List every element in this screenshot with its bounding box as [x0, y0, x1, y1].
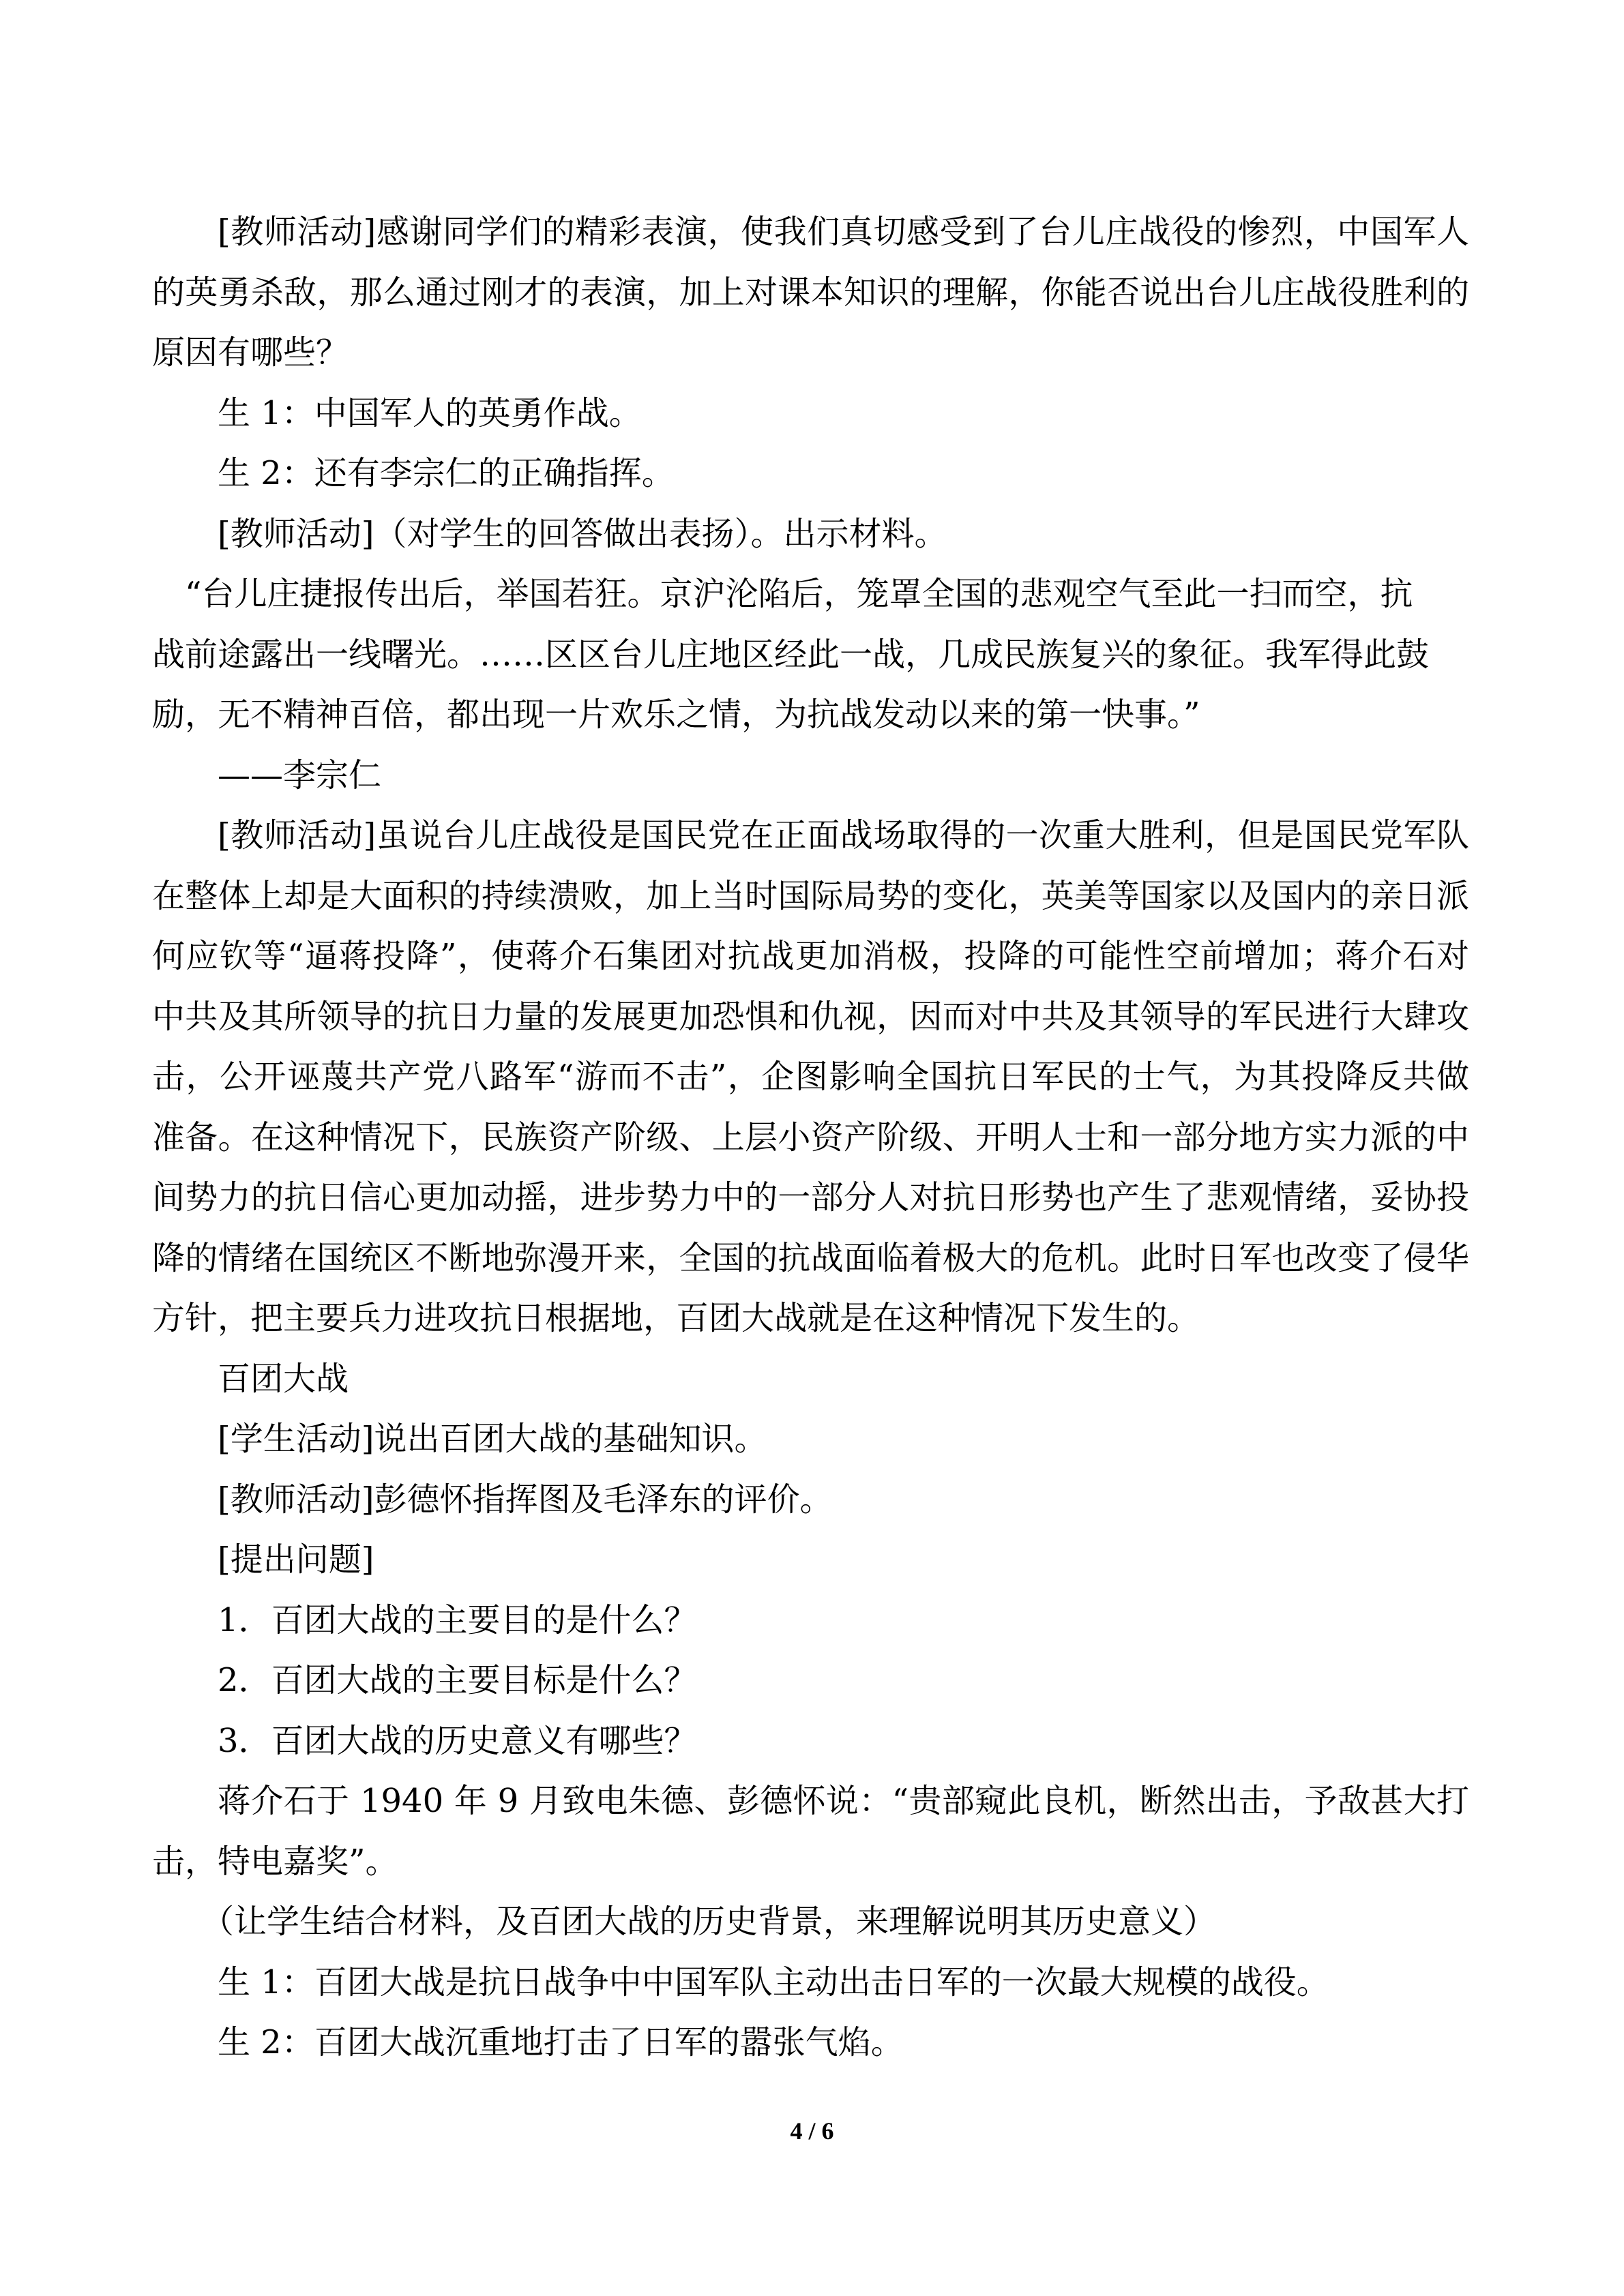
- instruction-note: [152, 1892, 1469, 1952]
- text-line: 原因有哪些？: [152, 333, 349, 372]
- text-line: 降的情绪在国统区不断地弥漫开来，全国的抗战面临着极大的危机。此时日军也改变了侵华: [152, 1238, 1469, 1277]
- text-line: 击，特电嘉奖”。: [152, 1842, 398, 1881]
- text-line: [教师活动]虽说台儿庄战役是国民党在正面战场取得的一次重大胜利，但是国民党军队: [218, 816, 1469, 854]
- teacher-activity-paragraph: [152, 805, 1469, 1349]
- document-body: [152, 202, 1469, 2073]
- text-line: 1．百团大战的主要目的是什么？: [218, 1600, 697, 1639]
- text-line: （让学生结合材料，及百团大战的历史背景，来理解说明其历史意义）: [201, 1903, 1217, 1941]
- text-line: 2．百团大战的主要目标是什么？: [218, 1661, 697, 1699]
- text-line: 生 2：还有李宗仁的正确指挥。: [218, 454, 675, 492]
- text-line: 方针，把主要兵力进攻抗日根据地，百团大战就是在这种情况下发生的。: [152, 1299, 1200, 1337]
- text-line: 战前途露出一线曙光。……区区台儿庄地区经此一战，几成民族复兴的象征。我军得此鼓: [152, 635, 1430, 674]
- text-line: [教师活动]（对学生的回答做出表扬）。出示材料。: [218, 514, 947, 553]
- teacher-activity-paragraph: [152, 1470, 1469, 1530]
- student-answer: [152, 443, 1469, 504]
- text-line: 间势力的抗日信心更加动摇，进步势力中的一部分人对抗日形势也产生了悲观情绪，妥协投: [152, 1178, 1469, 1217]
- text-line: 百团大战: [218, 1359, 349, 1398]
- text-line: [教师活动]彭德怀指挥图及毛泽东的评价。: [218, 1480, 833, 1519]
- question-item: [152, 1590, 1469, 1651]
- text-line: “台儿庄捷报传出后，举国若狂。京沪沦陷后，笼罩全国的悲观空气至此一扫而空，抗: [185, 575, 1413, 613]
- text-line: 生 2：百团大战沉重地打击了日军的嚣张气焰。: [218, 2023, 904, 2061]
- text-line: [教师活动]感谢同学们的精彩表演，使我们真切感受到了台儿庄战役的惨烈，中国军人: [218, 213, 1469, 251]
- student-answer: [152, 1952, 1469, 2013]
- questions-heading: [152, 1530, 1469, 1590]
- quote-attribution: [152, 745, 1469, 806]
- text-line: [学生活动]说出百团大战的基础知识。: [218, 1420, 767, 1458]
- text-line: 生 1：百团大战是抗日战争中中国军队主动出击日军的一次最大规模的战役。: [218, 1963, 1329, 2001]
- source-material-paragraph: [152, 1771, 1469, 1892]
- text-line: 何应钦等“逼蒋投降”，使蒋介石集团对抗战更加消极，投降的可能性空前增加；蒋介石对: [152, 937, 1469, 975]
- text-line: 在整体上却是大面积的持续溃败，加上当时国际局势的变化，英美等国家以及国内的亲日派: [152, 876, 1469, 915]
- teacher-activity-paragraph: [152, 504, 1469, 565]
- student-activity-paragraph: [152, 1409, 1469, 1470]
- question-item: [152, 1711, 1469, 1772]
- text-line: 中共及其所领导的抗日力量的发展更加恐惧和仇视，因而对中共及其领导的军民进行大肆攻: [152, 997, 1469, 1036]
- text-line: [提出问题]: [218, 1540, 374, 1579]
- text-line: 生 1：中国军人的英勇作战。: [218, 393, 642, 432]
- text-line: 准备。在这种情况下，民族资产阶级、上层小资产阶级、开明人士和一部分地方实力派的中: [152, 1118, 1469, 1157]
- text-line: 击，公开诬蔑共产党八路军“游而不击”，企图影响全国抗日军民的士气，为其投降反共做: [152, 1058, 1469, 1096]
- page-number: 4 / 6: [790, 2117, 834, 2145]
- student-answer: [152, 383, 1469, 444]
- text-line: ——李宗仁: [218, 756, 382, 794]
- teacher-activity-paragraph: [152, 202, 1469, 383]
- text-line: 蒋介石于 1940 年 9 月致电朱德、彭德怀说：“贵部窥此良机，断然出击，予敌甚大打: [218, 1782, 1469, 1820]
- quote-paragraph: [152, 564, 1469, 745]
- text-line: 励，无不精神百倍，都出现一片欢乐之情，为抗战发动以来的第一快事。”: [152, 696, 1200, 734]
- question-item: [152, 1650, 1469, 1711]
- section-heading: [152, 1349, 1469, 1410]
- text-line: 3．百团大战的历史意义有哪些？: [218, 1721, 697, 1760]
- text-line: 的英勇杀敌，那么通过刚才的表演，加上对课本知识的理解，你能否说出台儿庄战役胜利的: [152, 273, 1469, 312]
- student-answer: [152, 2012, 1469, 2073]
